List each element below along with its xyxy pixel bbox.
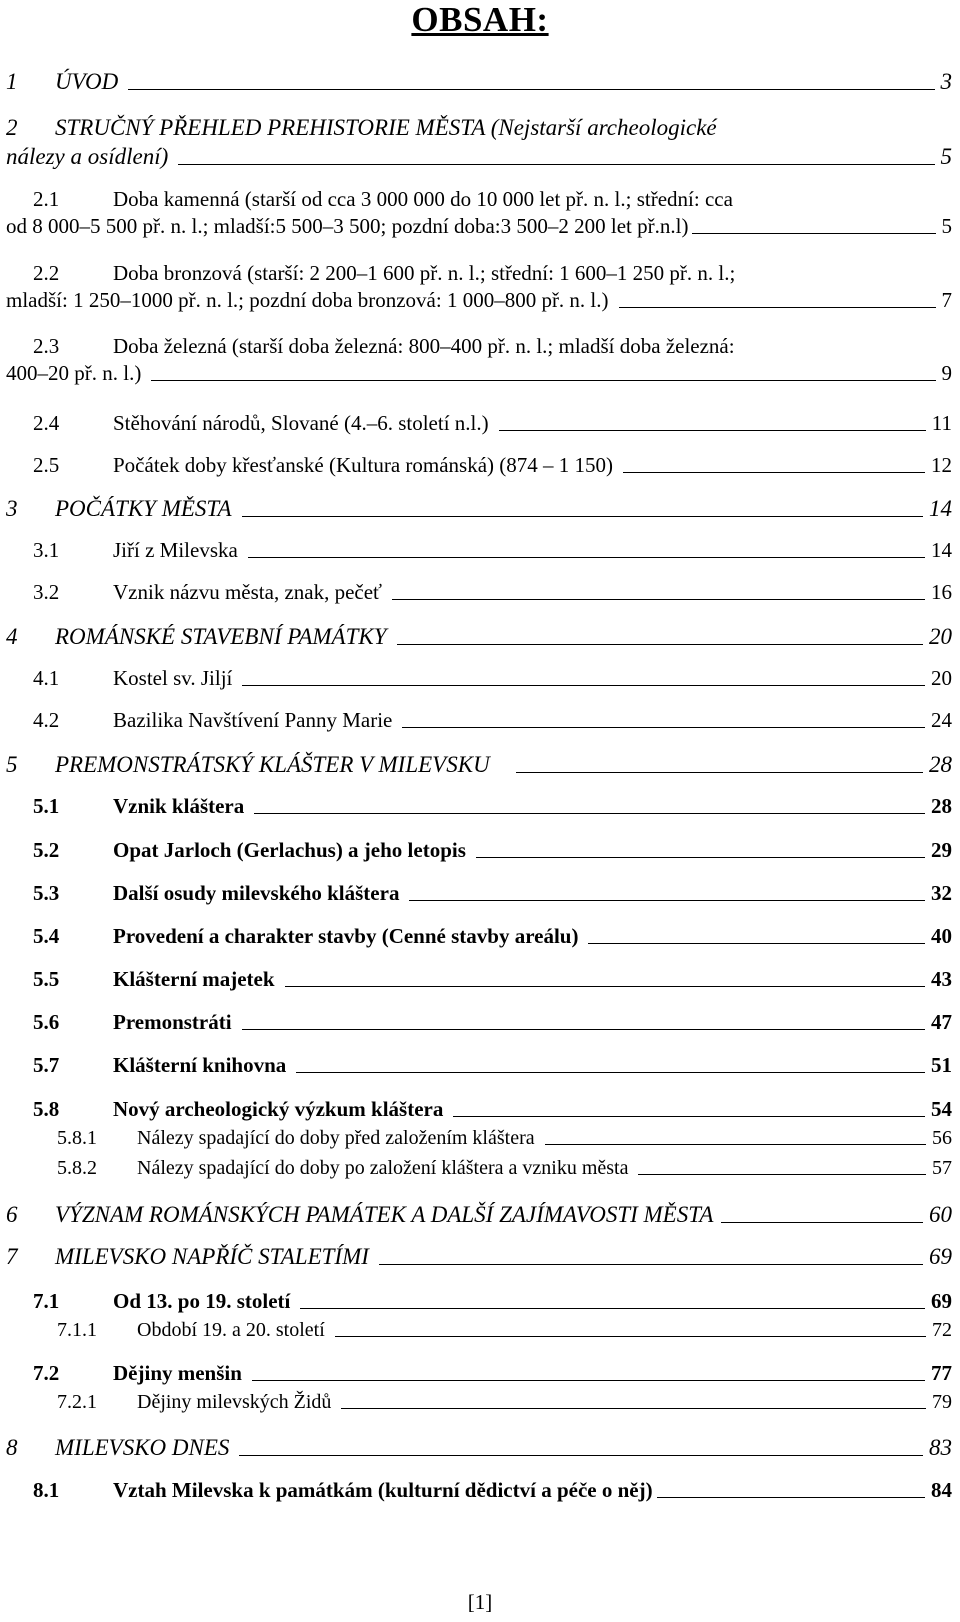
dot-leader <box>638 1174 926 1175</box>
toc-page-number: 5 <box>941 214 952 238</box>
toc-number: 4.1 <box>33 666 60 690</box>
toc-title: Jiří z Milevska <box>113 538 238 562</box>
dot-leader <box>409 900 925 901</box>
dot-leader <box>242 1029 925 1030</box>
toc-page-number: 3 <box>940 69 952 94</box>
toc-title: ROMÁNSKÉ STAVEBNÍ PAMÁTKY <box>55 624 387 649</box>
toc-page-number: 14 <box>929 496 952 521</box>
toc-entry-6[interactable] <box>6 1203 952 1226</box>
toc-title-line1: Doba bronzová (starší: 2 200–1 600 př. n. l.; střední: 1 600–1 250 př. n. l.; <box>113 261 736 285</box>
toc-number: 2.5 <box>33 453 60 477</box>
toc-title-line2: od 8 000–5 500 př. n. l.; mladší:5 500–3 500; pozdní doba:3 500–2 200 let př.n.l) <box>6 214 689 238</box>
toc-page-number: 24 <box>931 708 952 732</box>
toc-title: Dějiny milevských Židů <box>137 1391 332 1413</box>
dot-leader <box>335 1336 926 1337</box>
toc-entry-5-3[interactable] <box>6 883 952 904</box>
toc-page-number: 47 <box>931 1010 952 1034</box>
toc-title: Opat Jarloch (Gerlachus) a jeho letopis <box>113 838 466 862</box>
dot-leader <box>248 557 925 558</box>
toc-number: 5.5 <box>33 967 60 991</box>
toc-title: Nový archeologický výzkum kláštera <box>113 1097 444 1121</box>
toc-title-line1: STRUČNÝ PŘEHLED PREHISTORIE MĚSTA (Nejstarší archeologické <box>55 115 717 140</box>
page-number-footer: [1] <box>467 1590 493 1614</box>
toc-number: 5.6 <box>33 1010 60 1034</box>
toc-page-number: 32 <box>931 881 952 905</box>
toc-page-number: 14 <box>931 538 952 562</box>
toc-page-number: 28 <box>929 752 952 777</box>
toc-entry-5-7[interactable] <box>6 1055 952 1076</box>
toc-number: 5 <box>6 752 18 777</box>
toc-entry-2-3[interactable] <box>6 336 952 384</box>
toc-entry-5-5[interactable] <box>6 969 952 990</box>
toc-page-number: 5 <box>940 144 952 169</box>
toc-title-line1: Doba železná (starší doba železná: 800–400 př. n. l.; mladší doba železná: <box>113 334 735 358</box>
toc-number: 2.1 <box>33 187 60 211</box>
toc-title: POČÁTKY MĚSTA <box>55 496 232 521</box>
toc-page-number: 69 <box>931 1289 952 1313</box>
toc-title: Od 13. po 19. století <box>113 1289 291 1313</box>
toc-number: 5.7 <box>33 1053 60 1077</box>
toc-page-number: 29 <box>931 838 952 862</box>
toc-title: Nálezy spadající do doby před založením kláštera <box>137 1127 535 1149</box>
dot-leader <box>545 1144 926 1145</box>
dot-leader <box>341 1408 926 1409</box>
dot-leader <box>379 1264 923 1265</box>
toc-entry-4[interactable] <box>6 625 952 648</box>
toc-entry-5[interactable] <box>6 753 952 776</box>
toc-entry-7[interactable] <box>6 1245 952 1268</box>
toc-title: VÝZNAM ROMÁNSKÝCH PAMÁTEK A DALŠÍ ZAJÍMAVOSTI MĚSTA <box>55 1202 714 1227</box>
toc-number: 2 <box>6 115 18 140</box>
toc-entry-8-1[interactable] <box>6 1480 952 1501</box>
dot-leader <box>619 307 936 308</box>
toc-entry-4-1[interactable] <box>6 668 952 689</box>
toc-entry-7-2[interactable] <box>6 1363 952 1384</box>
toc-number: 5.8 <box>33 1097 60 1121</box>
dot-leader <box>721 1222 923 1223</box>
toc-title: Bazilika Navštívení Panny Marie <box>113 708 393 732</box>
toc-number: 7.1 <box>33 1289 60 1313</box>
dot-leader <box>178 164 934 165</box>
toc-page-number: 77 <box>931 1361 952 1385</box>
toc-entry-2-5[interactable] <box>6 455 952 476</box>
dot-leader <box>623 472 925 473</box>
toc-page-number: 79 <box>932 1391 952 1413</box>
toc-entry-2-1[interactable] <box>6 189 952 237</box>
toc-entry-4-2[interactable] <box>6 710 952 731</box>
toc-title: Provedení a charakter stavby (Cenné stavby areálu) <box>113 924 579 948</box>
toc-title-line2: mladší: 1 250–1000 př. n. l.; pozdní doba bronzová: 1 000–800 př. n. l.) <box>6 288 609 312</box>
toc-title: Období 19. a 20. století <box>137 1319 325 1341</box>
toc-entry-5-8[interactable] <box>6 1099 952 1120</box>
toc-number: 8 <box>6 1435 18 1460</box>
dot-leader <box>300 1308 925 1309</box>
toc-title: PREMONSTRÁTSKÝ KLÁŠTER V MILEVSKU <box>55 752 490 777</box>
toc-entry-2[interactable] <box>6 116 952 168</box>
toc-page-number: 40 <box>931 924 952 948</box>
toc-title: Počátek doby křesťanské (Kultura románská) (874 – 1 150) <box>113 453 614 477</box>
toc-number: 7.2 <box>33 1361 60 1385</box>
toc-number: 2.3 <box>33 334 60 358</box>
toc-number: 5.8.1 <box>57 1127 97 1149</box>
toc-page-number: 57 <box>932 1157 952 1179</box>
toc-entry-5-6[interactable] <box>6 1012 952 1033</box>
toc-title: Vznik názvu města, znak, pečeť <box>113 580 383 604</box>
toc-title: ÚVOD <box>55 69 119 94</box>
toc-page-number: 43 <box>931 967 952 991</box>
toc-number: 3 <box>6 496 18 521</box>
toc-page-number: 11 <box>931 411 952 435</box>
toc-entry-3-1[interactable] <box>6 540 952 561</box>
toc-title: Premonstráti <box>113 1010 232 1034</box>
dot-leader <box>239 1455 923 1456</box>
toc-number: 3.1 <box>33 538 60 562</box>
toc-number: 4.2 <box>33 708 60 732</box>
dot-leader <box>252 1380 925 1381</box>
toc-number: 2.2 <box>33 261 60 285</box>
toc-number: 5.3 <box>33 881 60 905</box>
toc-page-number: 72 <box>932 1319 952 1341</box>
toc-page-number: 60 <box>929 1202 952 1227</box>
toc-title: MILEVSKO DNES <box>55 1435 230 1460</box>
toc-page-number: 54 <box>931 1097 952 1121</box>
toc-number: 3.2 <box>33 580 60 604</box>
dot-leader <box>285 986 925 987</box>
toc-entry-8[interactable] <box>6 1436 952 1459</box>
toc-title: Dějiny menšin <box>113 1361 242 1385</box>
toc-number: 7 <box>6 1244 18 1269</box>
dot-leader <box>657 1497 925 1498</box>
toc-page-number: 7 <box>941 288 952 312</box>
toc-title: Klášterní knihovna <box>113 1053 287 1077</box>
toc-page-number: 83 <box>929 1435 952 1460</box>
toc-title: Stěhování národů, Slované (4.–6. století n.l.) <box>113 411 489 435</box>
toc-page-number: 84 <box>931 1478 952 1502</box>
toc-entry-2-2[interactable] <box>6 263 952 311</box>
toc-page-number: 16 <box>931 580 952 604</box>
toc-entry-1[interactable] <box>6 70 952 93</box>
toc-number: 7.2.1 <box>57 1391 97 1413</box>
dot-leader <box>402 727 925 728</box>
dot-leader <box>499 430 926 431</box>
dot-leader <box>392 599 925 600</box>
toc-title: Kostel sv. Jiljí <box>113 666 233 690</box>
dot-leader <box>242 685 925 686</box>
toc-number: 7.1.1 <box>57 1319 97 1341</box>
toc-entry-3-2[interactable] <box>6 582 952 603</box>
toc-entry-2-4[interactable] <box>6 413 952 434</box>
dot-leader <box>151 380 935 381</box>
toc-page-number: 20 <box>931 666 952 690</box>
toc-entry-7-1-1[interactable] <box>6 1320 952 1340</box>
dot-leader <box>476 857 925 858</box>
toc-page-number: 20 <box>929 624 952 649</box>
dot-leader <box>128 89 934 90</box>
page-title: OBSAH: <box>411 0 549 39</box>
dot-leader <box>516 772 923 773</box>
toc-entry-7-1[interactable] <box>6 1291 952 1312</box>
toc-number: 5.1 <box>33 794 60 818</box>
toc-page-number: 69 <box>929 1244 952 1269</box>
toc-title: MILEVSKO NAPŘÍČ STALETÍMI <box>55 1244 369 1269</box>
dot-leader <box>242 516 923 517</box>
toc-title: Vztah Milevska k památkám (kulturní dědictví a péče o něj) <box>113 1478 653 1502</box>
toc-entry-5-1[interactable] <box>6 796 952 817</box>
toc-title: Klášterní majetek <box>113 967 275 991</box>
dot-leader <box>692 233 935 234</box>
toc-entry-5-8-2[interactable] <box>6 1158 952 1178</box>
dot-leader <box>296 1072 925 1073</box>
toc-page-number: 56 <box>932 1127 952 1149</box>
toc-page-number: 51 <box>931 1053 952 1077</box>
toc-number: 8.1 <box>33 1478 60 1502</box>
toc-page-number: 12 <box>931 453 952 477</box>
dot-leader <box>254 813 925 814</box>
toc-title: Vznik kláštera <box>113 794 245 818</box>
toc-entry-5-8-1[interactable] <box>6 1128 952 1148</box>
toc-entry-7-2-1[interactable] <box>6 1392 952 1412</box>
toc-page-number: 28 <box>931 794 952 818</box>
dot-leader <box>453 1116 925 1117</box>
toc-title: Nálezy spadající do doby po založení kláštera a vzniku města <box>137 1157 629 1179</box>
toc-title-line1: Doba kamenná (starší od cca 3 000 000 do 10 000 let př. n. l.; střední: cca <box>113 187 733 211</box>
toc-number: 5.2 <box>33 838 60 862</box>
toc-title-line2: 400–20 př. n. l.) <box>6 361 142 385</box>
toc-number: 5.8.2 <box>57 1157 97 1179</box>
toc-entry-5-2[interactable] <box>6 840 952 861</box>
toc-number: 1 <box>6 69 18 94</box>
toc-number: 2.4 <box>33 411 60 435</box>
toc-number: 4 <box>6 624 18 649</box>
toc-entry-3[interactable] <box>6 497 952 520</box>
dot-leader <box>588 943 925 944</box>
toc-entry-5-4[interactable] <box>6 926 952 947</box>
toc-title-line2: nálezy a osídlení) <box>6 144 169 169</box>
toc-number: 6 <box>6 1202 18 1227</box>
dot-leader <box>397 644 923 645</box>
toc-page-number: 9 <box>941 361 952 385</box>
toc-title: Další osudy milevského kláštera <box>113 881 400 905</box>
toc-number: 5.4 <box>33 924 60 948</box>
